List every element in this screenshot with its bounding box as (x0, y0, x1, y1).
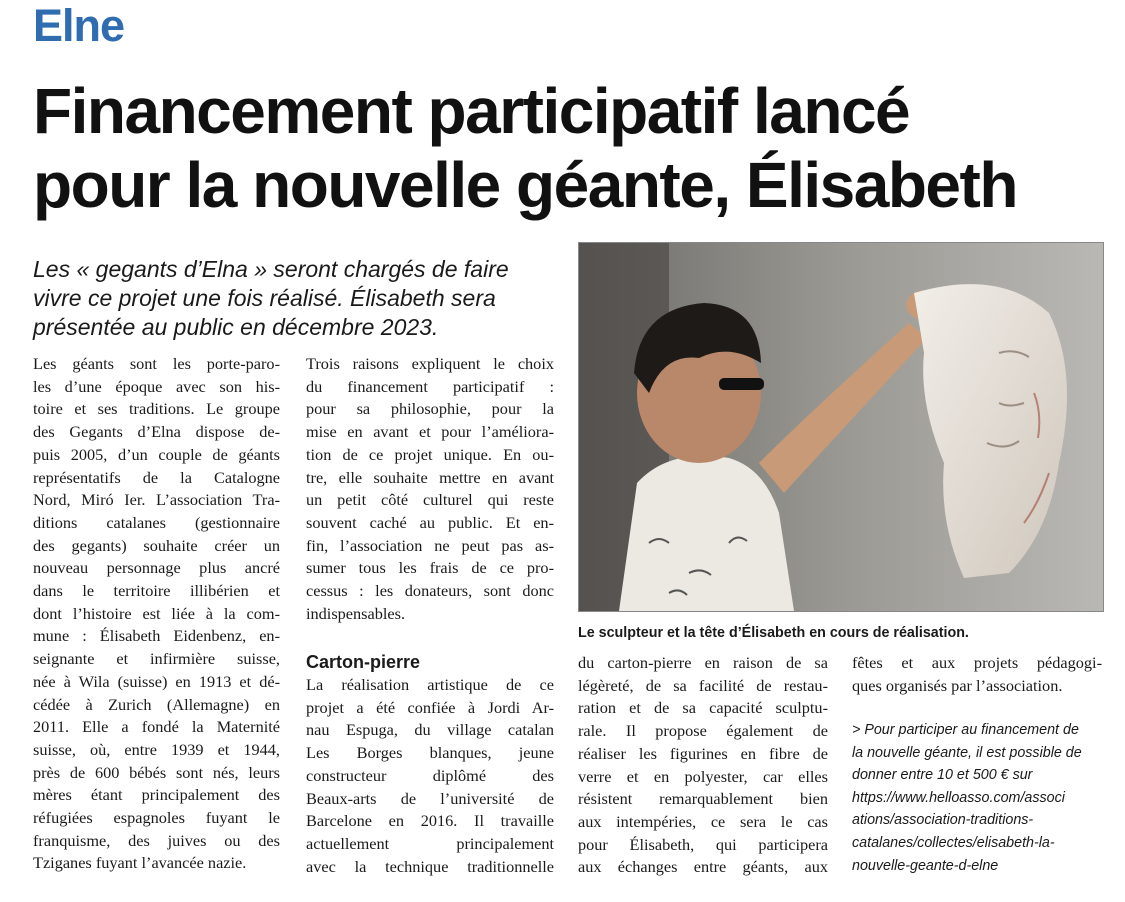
photo-caption: Le sculpteur et la tête d’Élisabeth en cours de réalisation. (578, 625, 969, 641)
note-line: la nouvelle géante, il est possible de (852, 744, 1082, 761)
text-line: du financement participatif : (306, 376, 554, 396)
text-line: Trois raisons expliquent le choix (306, 354, 554, 373)
body-column-3 (578, 652, 828, 879)
text-line: mise en avant et pour l’améliora- (306, 422, 554, 442)
donation-url-line[interactable]: ations/association-traditions- (852, 812, 1034, 829)
section-label: Elne (33, 0, 125, 51)
text-line: ques organisés par l’association. (852, 675, 1063, 695)
sculptor-photo-illustration (579, 243, 1103, 611)
text-line: rale. Il propose également de (578, 721, 828, 741)
text-line: projet a été confiée à Jordi Ar- (306, 697, 554, 717)
donation-url-line[interactable]: https://www.helloasso.com/associ (852, 789, 1065, 806)
text-line: légèreté, de sa facilité de restau- (578, 675, 828, 695)
text-line: aux intempéries, ce sera le cas (578, 811, 828, 831)
text-line: avec la technique traditionnelle (306, 856, 554, 876)
text-line: pour sa philosophie, pour la (306, 399, 554, 419)
lead-line: vivre ce projet une fois réalisé. Élisabeth sera (33, 285, 496, 311)
lead-line: Les « gegants d’Elna » seront chargés de faire (33, 256, 509, 282)
text-line: fêtes et aux projets pédagogi- (852, 653, 1102, 672)
body-column-4 (852, 652, 1102, 697)
text-line: sumer tous les frais de ce pro- (306, 558, 554, 578)
text-line: réaliser les figurines en fibre de (578, 743, 828, 763)
text-line: constructeur diplômé des (306, 765, 554, 785)
text-line: cessus : les donateurs, sont donc (306, 581, 554, 601)
text-line: 2011. Elle a fondé la Maternité (33, 717, 280, 737)
text-line: tion de ce projet unique. En ou- (306, 444, 554, 464)
text-line: verre et en polyester, car elles (578, 766, 828, 786)
text-line: fin, l’association ne peut pas as- (306, 535, 554, 555)
text-line: Tziganes fuyant l’avancée nazie. (33, 853, 247, 873)
headline (33, 74, 1103, 222)
text-line: Les géants sont les porte-paro- (33, 354, 280, 373)
text-line: dans le territoire illibérien et (33, 581, 280, 601)
text-line: un petit côté culturel qui reste (306, 490, 554, 510)
text-line: nouveau personnage plus ancré (33, 558, 280, 578)
text-line: des Gegants d’Elna dispose de- (33, 422, 280, 442)
text-line: Les Borges blanques, jeune (306, 743, 554, 763)
text-line: les d’une époque avec son his- (33, 376, 280, 396)
text-line: ration et de sa capacité sculptu- (578, 698, 828, 718)
text-line: née à Wila (suisse) en 1913 et dé- (33, 671, 280, 691)
text-line: représentatifs de la Catalogne (33, 467, 280, 487)
article-photo (578, 242, 1104, 612)
headline-line: Financement participatif lancé (33, 75, 910, 147)
text-line: aux échanges entre géants, aux (578, 857, 828, 877)
note-line: donner entre 10 et 500 € sur (852, 767, 1033, 784)
text-line: mune : Élisabeth Eidenbenz, en- (33, 626, 280, 646)
text-line: résistent remarquablement bien (578, 789, 828, 809)
donation-url-line[interactable]: nouvelle-geante-d-elne (852, 857, 999, 874)
body-column-2 (306, 353, 554, 625)
donation-url-line[interactable]: catalanes/collectes/elisabeth-la- (852, 834, 1055, 851)
text-line: des gegants) souhaite créer un (33, 535, 280, 555)
text-line: puis 2005, d’un couple de géants (33, 444, 280, 464)
text-line: ditions catalanes (gestionnaire (33, 512, 280, 532)
text-line: cédée à Zurich (Allemagne) en (33, 694, 280, 714)
donation-note (852, 719, 1107, 877)
text-line: près de 600 bébés sont nés, leurs (33, 762, 280, 782)
subhead-carton-pierre: Carton-pierre (306, 652, 421, 672)
text-line: Nord, Miró Ier. L’association Tra- (33, 490, 280, 510)
text-line: seignante et infirmière suisse, (33, 649, 280, 669)
text-line: pour Élisabeth, qui participera (578, 834, 828, 854)
text-line: réfugiées espagnoles fuyant le (33, 808, 280, 828)
text-line: mères étant principalement des (33, 785, 280, 805)
text-line: nau Espuga, du village catalan (306, 720, 554, 740)
text-line: tre, elle souhaite mettre en avant (306, 467, 554, 487)
text-line: indispensables. (306, 603, 406, 623)
text-line: suisse, où, entre 1939 et 1944, (33, 739, 280, 759)
body-column-2-continued (306, 650, 554, 878)
lead-paragraph (33, 255, 573, 342)
text-line: dont l’histoire est liée à la com- (33, 603, 280, 623)
text-line: actuellement principalement (306, 833, 554, 853)
headline-line: pour la nouvelle géante, Élisabeth (33, 149, 1017, 221)
text-line: du carton-pierre en raison de sa (578, 653, 828, 672)
text-line: Beaux-arts de l’université de (306, 788, 554, 808)
lead-line: présentée au public en décembre 2023. (33, 314, 439, 340)
text-line: Barcelone en 2016. Il travaille (306, 811, 554, 831)
text-line: franquisme, des juives ou des (33, 830, 280, 850)
text-line: souvent caché au public. Et en- (306, 512, 554, 532)
text-line: toire et ses traditions. Le groupe (33, 399, 280, 419)
note-line: > Pour participer au financement de (852, 722, 1079, 738)
body-column-1 (33, 353, 280, 875)
text-line: La réalisation artistique de ce (306, 675, 554, 694)
